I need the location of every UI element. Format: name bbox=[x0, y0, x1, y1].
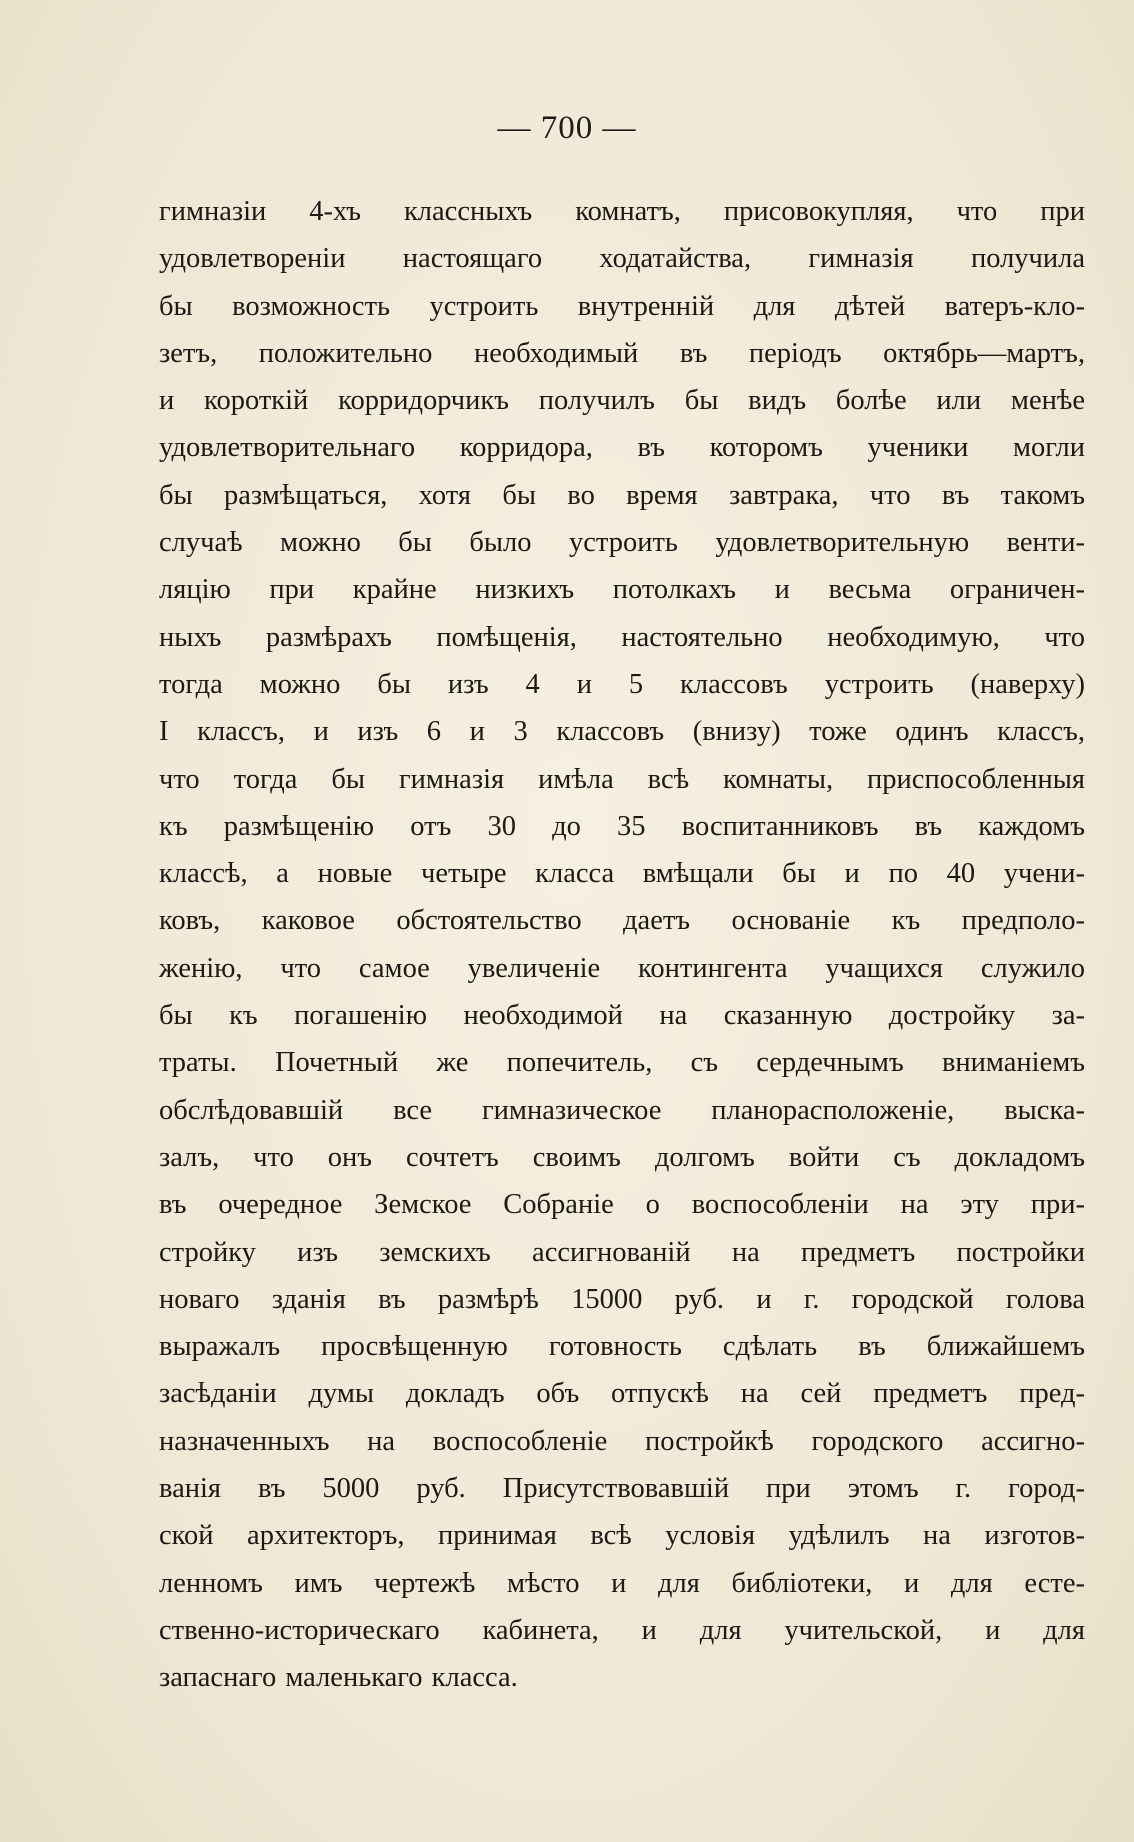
text-line: къ размѣщенію отъ 30 до 35 воспитанниковъ въ каждомъ bbox=[159, 810, 1085, 842]
text-line: ленномъ имъ чертежѣ мѣсто и для библіотеки, и для есте- bbox=[159, 1567, 1085, 1599]
text-line: засѣданіи думы докладъ объ отпускѣ на сей предметъ пред- bbox=[159, 1378, 1085, 1410]
text-line: гимназіи 4-хъ классныхъ комнатъ, присовокупляя, что при bbox=[159, 196, 1085, 227]
text-line: бы къ погашенію необходимой на сказанную достройку за- bbox=[159, 1000, 1085, 1032]
text-line: ской архитекторъ, принимая всѣ условія удѣлилъ на изготов- bbox=[159, 1520, 1085, 1552]
text-line: женію, что самое увеличеніе контингента учащихся служило bbox=[159, 952, 1085, 984]
text-line: и короткій корридорчикъ получилъ бы видъ болѣе или менѣе bbox=[159, 385, 1085, 417]
text-line: стройку изъ земскихъ ассигнованій на предметъ постройки bbox=[159, 1236, 1085, 1268]
text-line: случаѣ можно бы было устроить удовлетворительную венти- bbox=[159, 527, 1085, 559]
text-line: классѣ, а новые четыре класса вмѣщали бы и по 40 учени- bbox=[159, 858, 1085, 890]
text-line: тогда можно бы изъ 4 и 5 классовъ устроить (наверху) bbox=[159, 668, 1085, 700]
text-line: бы возможность устроить внутренній для дѣтей ватеръ-кло- bbox=[159, 290, 1085, 322]
page-number: — 700 — bbox=[497, 110, 637, 146]
text-line: удовлетворительнаго корридора, въ которомъ ученики могли bbox=[159, 432, 1085, 464]
text-line: зетъ, положительно необходимый въ періодъ октябрь—мартъ, bbox=[159, 337, 1085, 369]
text-line: новаго зданія въ размѣрѣ 15000 руб. и г. городской голова bbox=[159, 1283, 1085, 1315]
text-line: назначенныхъ на воспособленіе постройкѣ городского ассигно- bbox=[159, 1425, 1085, 1457]
text-line: ственно-историческаго кабинета, и для учительской, и для bbox=[159, 1614, 1085, 1646]
text-line: I классъ, и изъ 6 и 3 классовъ (внизу) тоже одинъ классъ, bbox=[159, 716, 1085, 748]
text-line: ныхъ размѣрахъ помѣщенія, настоятельно необходимую, что bbox=[159, 621, 1085, 653]
text-line: обслѣдовавшій все гимназическое планорасположеніе, выска- bbox=[159, 1094, 1085, 1126]
body-text bbox=[159, 188, 1085, 1702]
text-line: ковъ, каковое обстоятельство даетъ основаніе къ предполо- bbox=[159, 905, 1085, 937]
text-line: что тогда бы гимназія имѣла всѣ комнаты, приспособленныя bbox=[159, 763, 1085, 795]
text-line: траты. Почетный же попечитель, съ сердечнымъ вниманіемъ bbox=[159, 1047, 1085, 1079]
text-line: ванія въ 5000 руб. Присутствовавшій при этомъ г. город- bbox=[159, 1473, 1085, 1505]
text-line: ляцію при крайне низкихъ потолкахъ и весьма ограничен- bbox=[159, 574, 1085, 606]
text-line: выражалъ просвѣщенную готовность сдѣлать въ ближайшемъ bbox=[159, 1331, 1085, 1363]
text-line-last: запаснаго маленькаго класса. bbox=[159, 1662, 518, 1694]
text-line: удовлетвореніи настоящаго ходатайства, гимназія получила bbox=[159, 243, 1085, 275]
text-line: залъ, что онъ сочтетъ своимъ долгомъ войти съ докладомъ bbox=[159, 1141, 1085, 1173]
text-line: въ очередное Земское Собраніе о воспособленіи на эту при- bbox=[159, 1189, 1085, 1221]
text-line: бы размѣщаться, хотя бы во время завтрака, что въ такомъ bbox=[159, 479, 1085, 511]
